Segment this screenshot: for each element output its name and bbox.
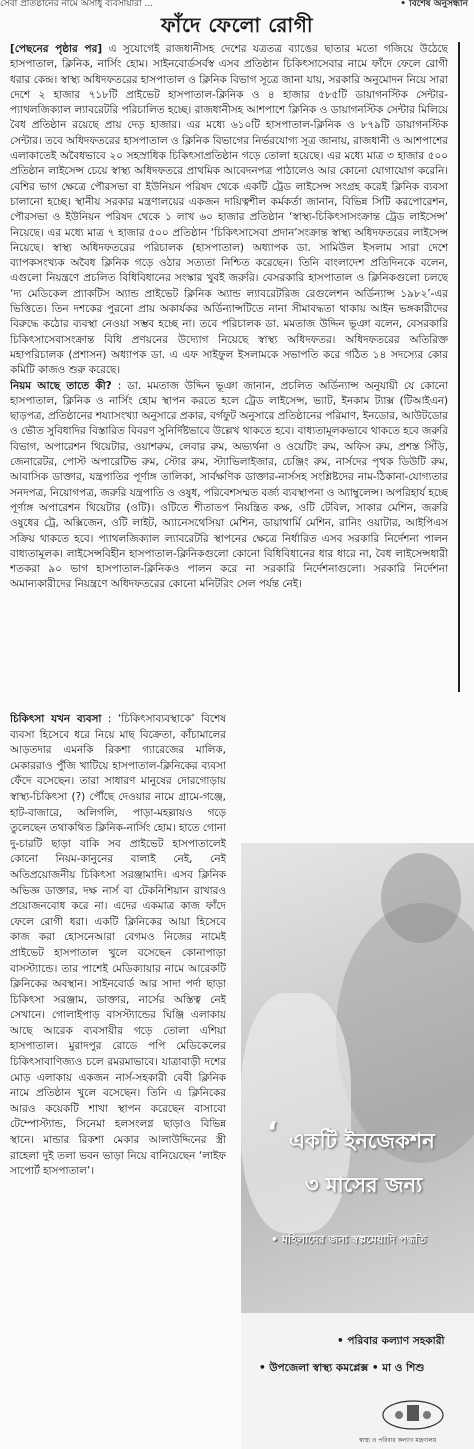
advertisement xyxy=(241,843,474,1449)
paragraph-2-text: : ডা. মমতাজ উদ্দিন ভূঞা জানান, প্রচলিত অর্ডিন্যান্স অনুযায়ী যে কোনো হাসপাতাল, ক্লিনিক ও নার্সিং হোম স্থাপন করতে হলে ট্রেড লাইসেন্স, ভ্যাট, ইনকাম ট্যাক্স (টিআইএন) ছাড়পত্র, প্রতিষ্ঠানের শয্যাসংখ্যা অনুসারে প্রকার, বর্গফুট অনুসারে প্রতিষ্ঠানের পরিমাণ, ইনডোর, আউটডোর ও ভৌত সুবিধাদির বিস্তারিত বিবরণ সুনির্দিষ্টভাবে উল্লেখ থাকতে হবে। বাধ্যতামূলকভাবে থাকতে হবে জরুরি বিভাগ, অপারেশন থিয়েটার, ওয়াশরুম, লেবার রুম, অভ্যর্থনা ও ওয়েটিং রুম, অফিস রুম, প্রশস্ত সিঁড়ি, জেনারেটর, পোস্ট অপারেটিভ রুম, স্টোর রুম, স্ট্যাভিলাইজার, চেঞ্জিং রুম, নার্সদের পৃথক ডিউটি রুম, আবাসিক ডাক্তার, যন্ত্রপাতির পূর্ণাঙ্গ তালিকা, সার্বক্ষণিক ডাক্তার-নার্সসহ সংশ্লিষ্টদের নাম-ঠিকানা-যোগ্যতার সনদপত্র, নিয়োগপত্র, জরুরি যন্ত্রপাতি ও ওষুধ, পরিবেশসম্মত বর্জ্য ব্যবস্থাপনা ও অ্যাম্বুলেন্স। অপরিহার্য হচ্ছে পূর্ণাঙ্গ অপারেশন থিয়েটার (ওটি)। ওটিতে শীতাতপ নিয়ন্ত্রিত কক্ষ, ওটি টেবিল, সাকার মেশিন, জরুরি ওষুধের ট্রে, অক্সিজেন, ওটি লাইট, অ্যানেসথেসিয়া মেশিন, ডায়াথার্মি মেশিন, রানিং ওয়াটার, আইপিএস সক্রিয় থাকতে হবে। প্যাথলজিক্যাল ল্যাবরেটরি স্থাপনের ক্ষেত্রে নির্ধারিত এসব সরকারি নির্দেশনা পালন বাধ্যতামূলক। লাইসেন্সবিহীন হাসপাতাল-ক্লিনিকগুলো কোনো বিধিবিধানের ধার ধারে না, বৈধ লাইসেন্সধারী শতকরা ৯০ ভাগ হাসপাতাল-ক্লিনিকও পালন করে না সরকারি নির্দেশনাগুলো। সরকারি নির্দেশনা অমান্যকারীদের নিয়ন্ত্রণে অধিদফতরের কোনো মনিটরিং সেল পর্যন্ত নেই। xyxy=(10,379,448,591)
continued-from-label: [পেছনের পৃষ্ঠার পর] xyxy=(10,43,103,55)
article-upper-body xyxy=(10,42,448,712)
article-headline: ফাঁদে ফেলো রোগী xyxy=(160,13,314,37)
top-strip-right-text: • বিশেষ অনুসন্ধান xyxy=(400,0,468,9)
subheading-rules: নিয়ম আছে তাতে কী? xyxy=(10,379,112,392)
ad-info-line-2: • উপজেলা স্বাস্থ্য কমপ্লেক্স • মা ও শিশু xyxy=(259,1362,425,1374)
paragraph-1-text: এ সুযোগেই রাজধানীসহ দেশের যত্রতত্র ব্যাঙের ছাতার মতো গজিয়ে উঠেছে হাসপাতাল, ক্লিনিক, নার্সিং হোম। সাইনবোর্ডসর্বস্ব এসব প্রতিষ্ঠান চিকিৎসাসেবার নামে ফাঁদে ফেলে রোগী ধরার কেন্দ্র। স্বাস্থ্য অধিদফতরের হাসপাতাল ও ক্লিনিক বিভাগ সূত্রে জানা যায়, সরকারি অনুমোদন নিয়ে সারা দেশে ২ হাজার ৭১৮টি প্রাইভেট হাসপাতাল-ক্লিনিক ও ৪ হাজার ৫৮৫টি ডায়াগনস্টিক সেন্টার-প্যাথলজিক্যাল ল্যাবরেটরি পরিচালিত হচ্ছে। রাজধানীসহ আশপাশে ক্লিনিক ও ডায়াগনস্টিক সেন্টার মিলিয়ে বৈধ প্রতিষ্ঠান রয়েছে প্রায় দেড় হাজার। এর মধ্যে ৬১০টি হাসপাতাল-ক্লিনিক ও ৮৭৯টি ডায়াগনস্টিক সেন্টার। তবে অধিদফতরের হাসপাতাল ও ক্লিনিক বিভাগের নির্ভরযোগ্য সূত্র জানায়, রাজধানী ও আশপাশের এলাকাতেই অবৈধভাবে ২০ সহস্রাধিক চিকিৎসাপ্রতিষ্ঠান গড়ে তোলা হয়েছে। এর মধ্যে মাত্র ৩ হাজার ৫০০ প্রতিষ্ঠান লাইসেন্স চেয়ে স্বাস্থ্য অধিদফতরে প্রাথমিক আবেদনপত্র পাঠালেও আর কোনো যোগাযোগ করেনি। বেশির ভাগ ক্ষেত্রে পৌরসভা বা ইউনিয়ন পরিষদ থেকে একটি ট্রেড লাইসেন্স সংগ্রহ করেই ক্লিনিক ব্যবসা চালানো হচ্ছে। স্থানীয় সরকার মন্ত্রণালয়ের একজন দায়িত্বশীল কর্মকর্তা জানান, বিভিন্ন সিটি করপোরেশন, পৌরসভা ও ইউনিয়ন পরিষদ থেকে ১ লাখ ৬০ হাজার প্রতিষ্ঠান ‘স্বাস্থ্য-চিকিৎসাসংক্রান্ত ট্রেড লাইসেন্স’ নিয়েছে। এর মধ্যে মাত্র ৭ হাজার ৫০০ প্রতিষ্ঠান ‘চিকিৎসাসেবা প্রদান’সংক্রান্ত স্বাস্থ্য অধিদফতরের লাইসেন্স নিয়েছে। স্বাস্থ্য অধিদফতরের পরিচালক (হাসপাতাল) অধ্যাপক ডা. সামিউল ইসলাম সারা দেশে ব্যাপকসংখ্যক অবৈধ ক্লিনিক গড়ে ওঠার সত্যতা নিশ্চিত করেছেন। তিনি বাংলাদেশ প্রতিদিনকে বলেন, এগুলো নিয়ন্ত্রণে প্রচলিত বিধিবিধানের সংস্কার খুবই জরুরি। বেসরকারি হাসপাতাল ও ক্লিনিকগুলো চলছে ‘দ্য মেডিকেল প্র্যাকটিস অ্যান্ড প্রাইভেট ক্লিনিক অ্যান্ড ল্যাবরেটরিজ রেগুলেশন অর্ডিন্যান্স ১৯৮২’-এর ভিত্তিতে। তিন দশকের পুরনো প্রায় অকার্যকর অর্ডিন্যান্সটিতে নানা সীমাবদ্ধতা থাকায় আইন ভঙ্গকারীদের বিরুদ্ধে কঠোর ব্যবস্থা নেওয়া সম্ভব হচ্ছে না। তবে পরিচালক ডা. মমতাজ উদ্দিন ভূঞা বলেন, বেসরকারি চিকিৎসাসেবাসংক্রান্ত বিধি প্রণয়নের উদ্যোগ নিয়েছে স্বাস্থ্য অধিদফতর। অধিদফতরের অতিরিক্ত মহাপরিচালক (প্রশাসন) অধ্যাপক ডা. এ এফ সাইফুল ইসলামকে সভাপতি করে গঠিত ১৪ সদস্যের কোর কমিটি কাজও শুরু করেছে। xyxy=(10,43,448,377)
paragraph-2 xyxy=(10,379,448,593)
ad-quote-mark: ‘ xyxy=(267,1115,278,1148)
ad-headline-line-1: একটি ইনজেকশন xyxy=(289,1129,435,1153)
top-strip xyxy=(0,0,474,10)
ad-info-line-1: • পরিবার কল্যাণ সহকারী xyxy=(337,1335,445,1347)
paragraph-3-text: : ‘চিকিৎসাব্যবস্থাকে’ বিশেষ ব্যবসা হিসেবে ধরে নিয়ে মাছ বিক্রেতা, কাঁচামালের আড়তদার এমনকি রিকশা গ্যারেজের মালিক, মেকাররাও পুঁজি খাটিয়ে হাসপাতাল-ক্লিনিকের ব্যবসা ফেঁদে বসেছেন। তারা সাধারণ মানুষের দোরগোড়ায় স্বাস্থ্য-চিকিৎসা (?) পৌঁছে দেওয়ার নামে গ্রামে-গঞ্জে, হাট-বাজারে, অলিগলি, পাড়া-মহল্লায়ও গড়ে তুলেছেন তথাকথিত ক্লিনিক-নার্সিং হোম। হাতে গোনা দু-চারটি ছাড়া বাকি সব প্রাইভেট হাসপাতালেই কোনো নিয়ম-কানুনের বালাই নেই, নেই অতিপ্রয়োজনীয় চিকিৎসা সরঞ্জামাদি। এসব ক্লিনিক অভিজ্ঞ ডাক্তার, দক্ষ নার্স বা টেকনিশিয়ান রাখারও প্রয়োজনবোধ করে না। এদের একমাত্র কাজ ফাঁদে ফেলে রোগী ধরা। একটি ক্লিনিকের আয়া হিসেবে কাজ করা হোসনেআরা বেগমও নিজের নামেই প্রাইভেট হাসপাতাল খুলে বসেছেন কোনাপাড়া বাসস্ট্যান্ডে। তার পাশেই মেডিক্যায়ার নামে আরেকটি ক্লিনিকের অবস্থান। সাইনবোর্ড আর সাদা পর্দা ছাড়া চিকিৎসা সরঞ্জাম, ডাক্তার, নার্সের অস্তিত্ব নেই সেখানে। গোলাইপাড় বাসস্ট্যান্ডের ঘিঞ্জি এলাকায় আছে আরেক ব্যবসায়ীর গড়ে তোলা এশিয়া হাসপাতাল। মুরাদপুর রোডে পপি মেডিকেলের চিকিৎসাবাণিজ্যও চলে রমরমাভাবে। যাত্রাবাড়ী দশের মোড় এলাকায় একজন নার্স-সহকারী বেবী ক্লিনিক নামে প্রতিষ্ঠান খুলে বসেছেন। তিনি এ ক্লিনিকের আরও কয়েকটি শাখা স্থাপন করেছেন বাসাবো টেম্পোস্ট্যান্ড, সিনেমা হলসংলগ্ন ছাড়াও বিভিন্ন স্থানে। মান্ডার রিকশা মেকার আলাউদ্দিনের স্ত্রী রাহেলা দুই তলা ভবন ভাড়া নিয়ে বানিয়েছেন ‘লাইফ সাপোর্ট হাসপাতাল’। xyxy=(10,713,226,1178)
paragraph-1 xyxy=(10,42,448,379)
ad-headline-line-2: ৩ মাসের জন্য xyxy=(305,1173,423,1197)
ad-logo-caption: স্বাস্থ্য ও পরিবার কল্যাণ মন্ত্রণালয় xyxy=(359,1437,437,1444)
article-left-column xyxy=(10,712,226,1440)
subheading-business: চিকিৎসা যখন ব্যবসা xyxy=(10,713,102,725)
paragraph-3 xyxy=(10,712,226,1180)
ad-subline: • মহিলাদের জন্য স্বল্পমেয়াদি পদ্ধতি xyxy=(271,1233,427,1246)
column-divider xyxy=(458,42,460,692)
top-strip-left-text: সেবা প্রতিষ্ঠানের নামে অসাধু ব্যবসায়ীরা ... xyxy=(0,0,154,9)
